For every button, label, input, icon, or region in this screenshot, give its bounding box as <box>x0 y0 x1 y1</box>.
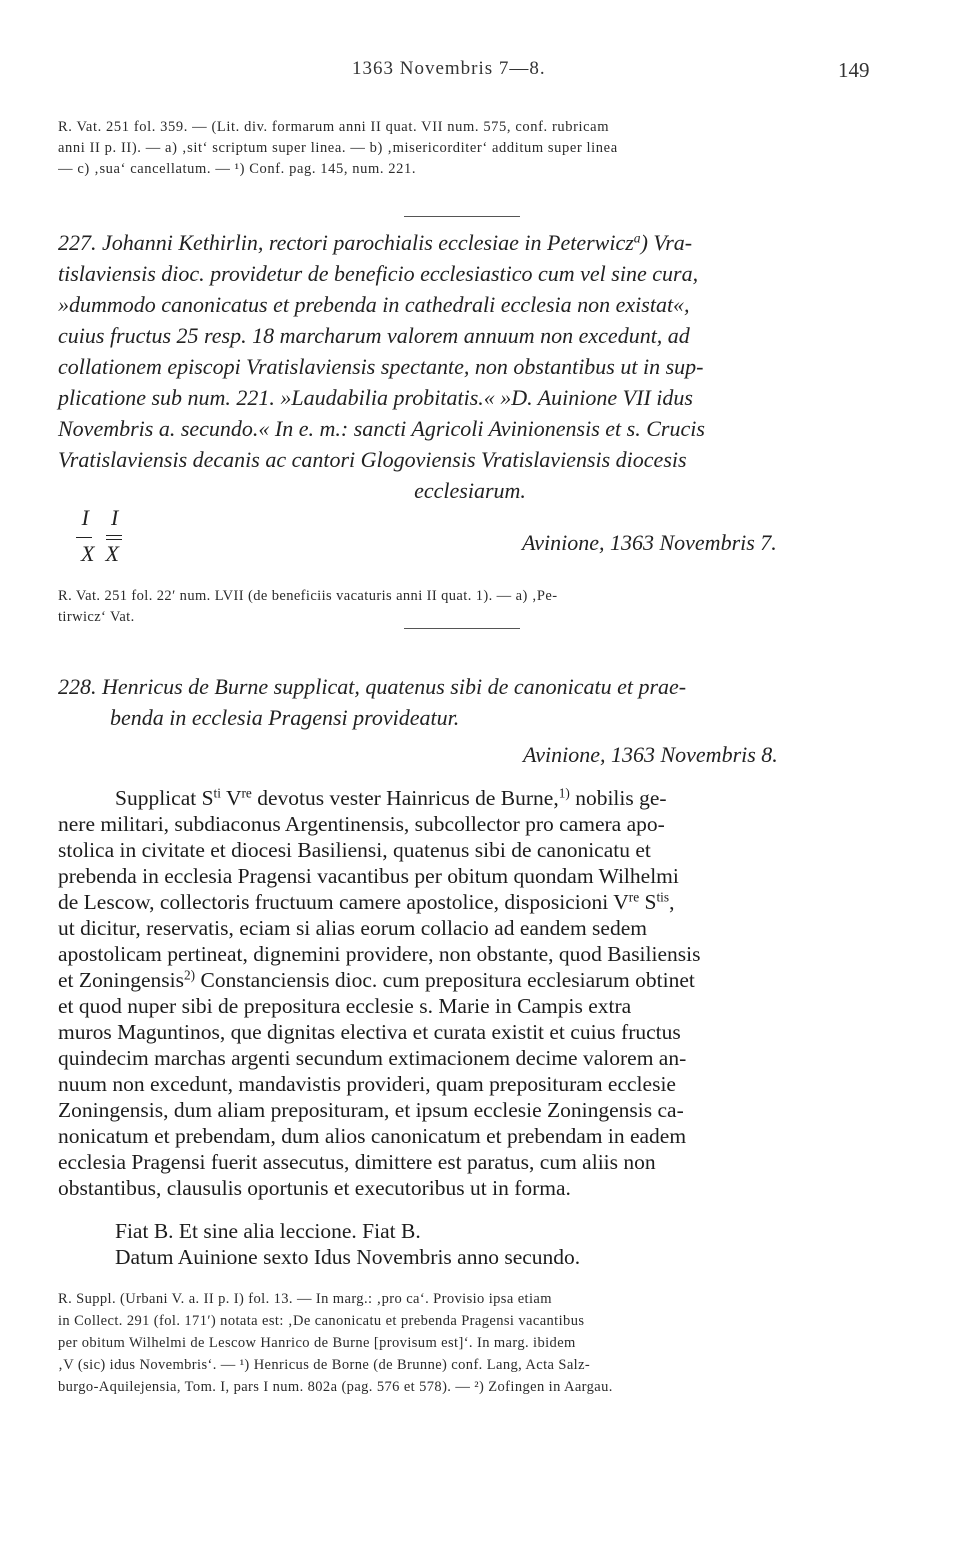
section-divider <box>404 628 520 629</box>
top-note-line: R. Vat. 251 fol. 359. — (Lit. div. formarum anni II quat. VII num. 575, conf. rubricam <box>58 119 610 135</box>
entry-228-title-line <box>58 674 878 700</box>
entry-title-text: Henricus de Burne supplicat, quatenus sibi de canonicatu et prae- <box>102 674 687 699</box>
entry-228-note: in Collect. 291 (fol. 171′) notata est: ‚De canonicatu et prebenda Pragensi vacantibus <box>58 1313 585 1329</box>
entry-228-body-line: quindecim marchas argenti secundum extimacionem decime valorem an- <box>58 1046 687 1070</box>
entry-227-line: plicatione sub num. 221. »Laudabilia probitatis.« »D. Auinione VII idus <box>58 385 693 410</box>
entry-228-note: R. Suppl. (Urbani V. a. II p. I) fol. 13. — In marg.: ‚pro ca‘. Provisio ipsa etiam <box>58 1291 552 1307</box>
top-note-line: anni II p. II). — a) ‚sit‘ scriptum super linea. — b) ‚misericorditer‘ additum super linea <box>58 140 618 156</box>
entry-228-title-line: benda in ecclesia Pragensi provideatur. <box>110 705 460 730</box>
entry-228-body-line: obstantibus, clausulis oportunis et executoribus ut in forma. <box>58 1176 571 1200</box>
entry-227-line: ecclesiarum. <box>414 478 526 503</box>
page-number: 149 <box>838 58 870 82</box>
entry-228-body-line: prebenda in ecclesia Pragensi vacantibus per obitum quondam Wilhelmi <box>58 864 679 888</box>
entry-227-note: R. Vat. 251 fol. 22′ num. LVII (de beneficiis vacaturis anni II quat. 1). — a) ‚Pe- <box>58 588 558 604</box>
entry-228-body-line: nere militari, subdiaconus Argentinensis, subcollector pro camera apo- <box>58 812 665 836</box>
entry-text: Johanni Kethirlin, rectori parochialis ecclesiae in Peterwicz <box>102 230 634 255</box>
fraction-bar <box>106 535 122 536</box>
fraction-denominator: X X <box>81 541 119 566</box>
superscript: ti <box>213 785 221 801</box>
entry-228-note: burgo-Aquilejensia, Tom. I, pars I num. 802a (pag. 576 et 578). — ²) Zofingen in Aargau. <box>58 1379 613 1395</box>
fiat-line: Fiat B. Et sine alia leccione. Fiat B. <box>115 1219 421 1243</box>
entry-228-body-line: ecclesia Pragensi fuerit assecutus, dimittere est paratus, cum aliis non <box>58 1150 656 1174</box>
entry-number: 227. <box>58 230 97 255</box>
entry-227-line: cuius fructus 25 resp. 18 marcharum valorem annuum non excedunt, ad <box>58 323 690 348</box>
section-divider <box>404 216 520 217</box>
fraction-bar <box>106 539 122 540</box>
entry-228-note: ‚V (sic) idus Novembris‘. — ¹) Henricus de Borne (de Brunne) conf. Lang, Acta Salz- <box>58 1357 591 1373</box>
fraction-numerator: I I <box>81 505 119 530</box>
entry-228-body-line: nuum non excedunt, mandavistis provideri, quam preposituram ecclesie <box>58 1072 676 1096</box>
entry-228-body-line: Supplicat $S^{ti}$ Vre devotus vester Hainricus de Burne,$^{1)}$ nobilis ge- <box>115 785 667 810</box>
entry-228-body-line: Zoningensis, dum aliam preposituram, et ipsum ecclesie Zoningensis ca- <box>58 1098 684 1122</box>
entry-number: 228. <box>58 674 97 699</box>
note-mark: a <box>633 230 641 246</box>
entry-228-body-line: ut dicitur, reservatis, eciam si alias eorum collacio ad eandem sedem <box>58 916 647 940</box>
entry-227-line: »dummodo canonicatus et prebenda in cathedrali ecclesia non existat«, <box>58 292 690 317</box>
place-date: Avinione, 1363 Novembris 8. <box>523 742 778 767</box>
superscript: 2) <box>184 967 196 983</box>
superscript: 1) <box>558 785 570 801</box>
top-note-line: — c) ‚sua‘ cancellatum. — ¹) Conf. pag. 145, num. 221. <box>58 161 417 177</box>
entry-228-body-line: et quod nuper sibi de prepositura ecclesie s. Marie in Campis extra <box>58 994 632 1018</box>
place-date: Avinione, 1363 Novembris 7. <box>522 530 777 555</box>
entry-228-body-line: nonicatum et prebendam, dum alios canonicatum et prebendam in eadem <box>58 1124 687 1148</box>
entry-228-body-line: apostolicam pertineat, dignemini providere, non obstante, quod Basiliensis <box>58 942 701 966</box>
superscript: re <box>241 785 252 801</box>
entry-227-line: Vratislaviensis decanis ac cantori Glogoviensis Vratislaviensis diocesis <box>58 447 687 472</box>
entry-text-tail: Vra- <box>647 230 693 255</box>
superscript: tis <box>656 889 670 905</box>
superscript: re <box>628 889 640 905</box>
entry-228-body-line: stolica in civitate et diocesi Basiliensi, quatenus sibi de canonicatu et <box>58 838 651 862</box>
fraction-bar <box>76 537 92 538</box>
entry-227-line: collationem episcopi Vratislaviensis spectante, non obstantibus ut in sup- <box>58 354 704 379</box>
entry-227-note: tirwicz‘ Vat. <box>58 609 135 625</box>
entry-228-body-line: de Lescow, collectoris fructuum camere apostolice, disposicioni Vre $S^{tis}$, <box>58 889 675 914</box>
entry-228-body-line: muros Maguntinos, que dignitas electiva et curata existit et cuius fructus <box>58 1020 681 1044</box>
entry-227-line: tislaviensis dioc. providetur de beneficio ecclesiastico cum vel sine cura, <box>58 261 699 286</box>
entry-228-note: per obitum Wilhelmi de Lescow Hanrico de Burne [provisum est]‘. In marg. ibidem <box>58 1335 576 1351</box>
running-title: 1363 Novembris 7—8. <box>352 58 546 79</box>
entry-228-body-line: et Zoningensis$^{2)}$ Constanciensis dioc. cum prepositura ecclesiarum obtinet <box>58 967 695 992</box>
entry-227-line: 227. Johanni Kethirlin, rectori parochialis ecclesiae in Peterwicz$^a$) Vra- <box>58 230 693 255</box>
entry-227-line: Novembris a. secundo.« In e. m.: sancti Agricoli Avinionensis et s. Crucis <box>58 416 705 441</box>
datum-line: Datum Auinione sexto Idus Novembris anno secundo. <box>115 1245 581 1269</box>
